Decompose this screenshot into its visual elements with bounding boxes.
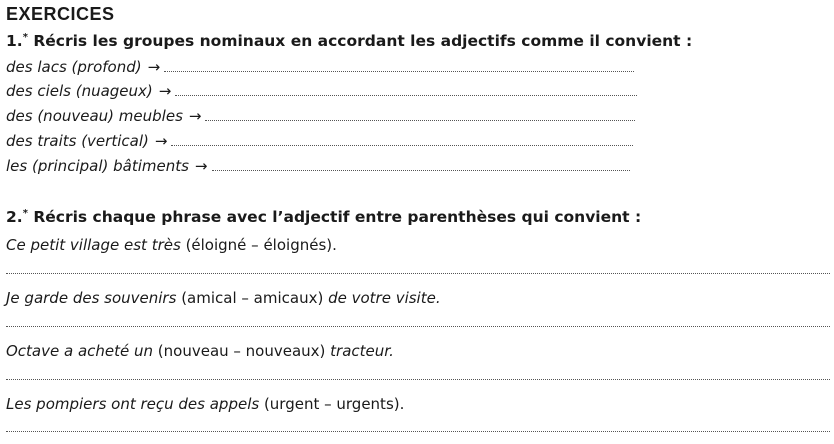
exercise-1-item xyxy=(6,157,630,179)
arrow-icon: → xyxy=(194,157,208,175)
sentence-choice: (amical – amicaux) xyxy=(181,289,324,307)
arrow-icon: → xyxy=(147,58,161,76)
sentence-choice: (éloigné – éloignés). xyxy=(185,236,337,254)
exercise-2-sentence xyxy=(6,395,404,413)
sentence-before: Les pompiers ont reçu des appels xyxy=(6,395,264,413)
exercise-1-item xyxy=(6,132,633,154)
item-text: des lacs (profond) xyxy=(6,58,142,76)
arrow-icon: → xyxy=(154,132,168,150)
sentence-choice: (urgent – urgents). xyxy=(263,395,405,413)
exercise-1-item xyxy=(6,107,635,129)
sentence-before: Octave a acheté un xyxy=(6,342,158,360)
exercise-1-title xyxy=(6,32,692,50)
arrow-icon: → xyxy=(188,107,202,125)
exercise-2-sentence xyxy=(6,342,394,360)
sentence-choice: (nouveau – nouveaux) xyxy=(157,342,326,360)
exercise-2-star: * xyxy=(22,208,28,219)
sentence-before: Ce petit village est très xyxy=(6,236,186,254)
answer-line[interactable] xyxy=(6,273,830,274)
answer-line[interactable] xyxy=(6,326,830,327)
item-text: les (principal) bâtiments xyxy=(6,157,189,175)
answer-blank[interactable] xyxy=(164,70,634,72)
sentence-after: de votre visite. xyxy=(323,289,441,307)
exercise-2-number: 2. xyxy=(6,208,23,227)
section-heading: EXERCICES xyxy=(6,4,115,24)
exercise-1-item xyxy=(6,82,637,104)
answer-line[interactable] xyxy=(6,379,830,380)
answer-blank[interactable] xyxy=(171,144,633,146)
answer-line[interactable] xyxy=(6,431,830,432)
answer-blank[interactable] xyxy=(212,169,630,171)
exercise-1-instruction: Récris les groupes nominaux en accordant les adjectifs comme il convient : xyxy=(27,32,693,51)
arrow-icon: → xyxy=(158,82,172,100)
item-text: des ciels (nuageux) xyxy=(6,82,153,100)
answer-blank[interactable] xyxy=(205,119,635,121)
exercise-1-star: * xyxy=(22,32,28,43)
answer-blank[interactable] xyxy=(175,94,637,96)
exercise-2-sentence xyxy=(6,289,441,307)
exercise-2-title xyxy=(6,208,641,226)
exercise-1-number: 1. xyxy=(6,32,23,51)
sentence-after: tracteur. xyxy=(325,342,394,360)
sentence-before: Je garde des souvenirs xyxy=(6,289,182,307)
item-text: des traits (vertical) xyxy=(6,132,149,150)
exercise-2-sentence xyxy=(6,236,337,254)
exercise-2-instruction: Récris chaque phrase avec l’adjectif entre parenthèses qui convient : xyxy=(27,208,642,227)
item-text: des (nouveau) meubles xyxy=(6,107,183,125)
exercise-1-item xyxy=(6,58,634,80)
